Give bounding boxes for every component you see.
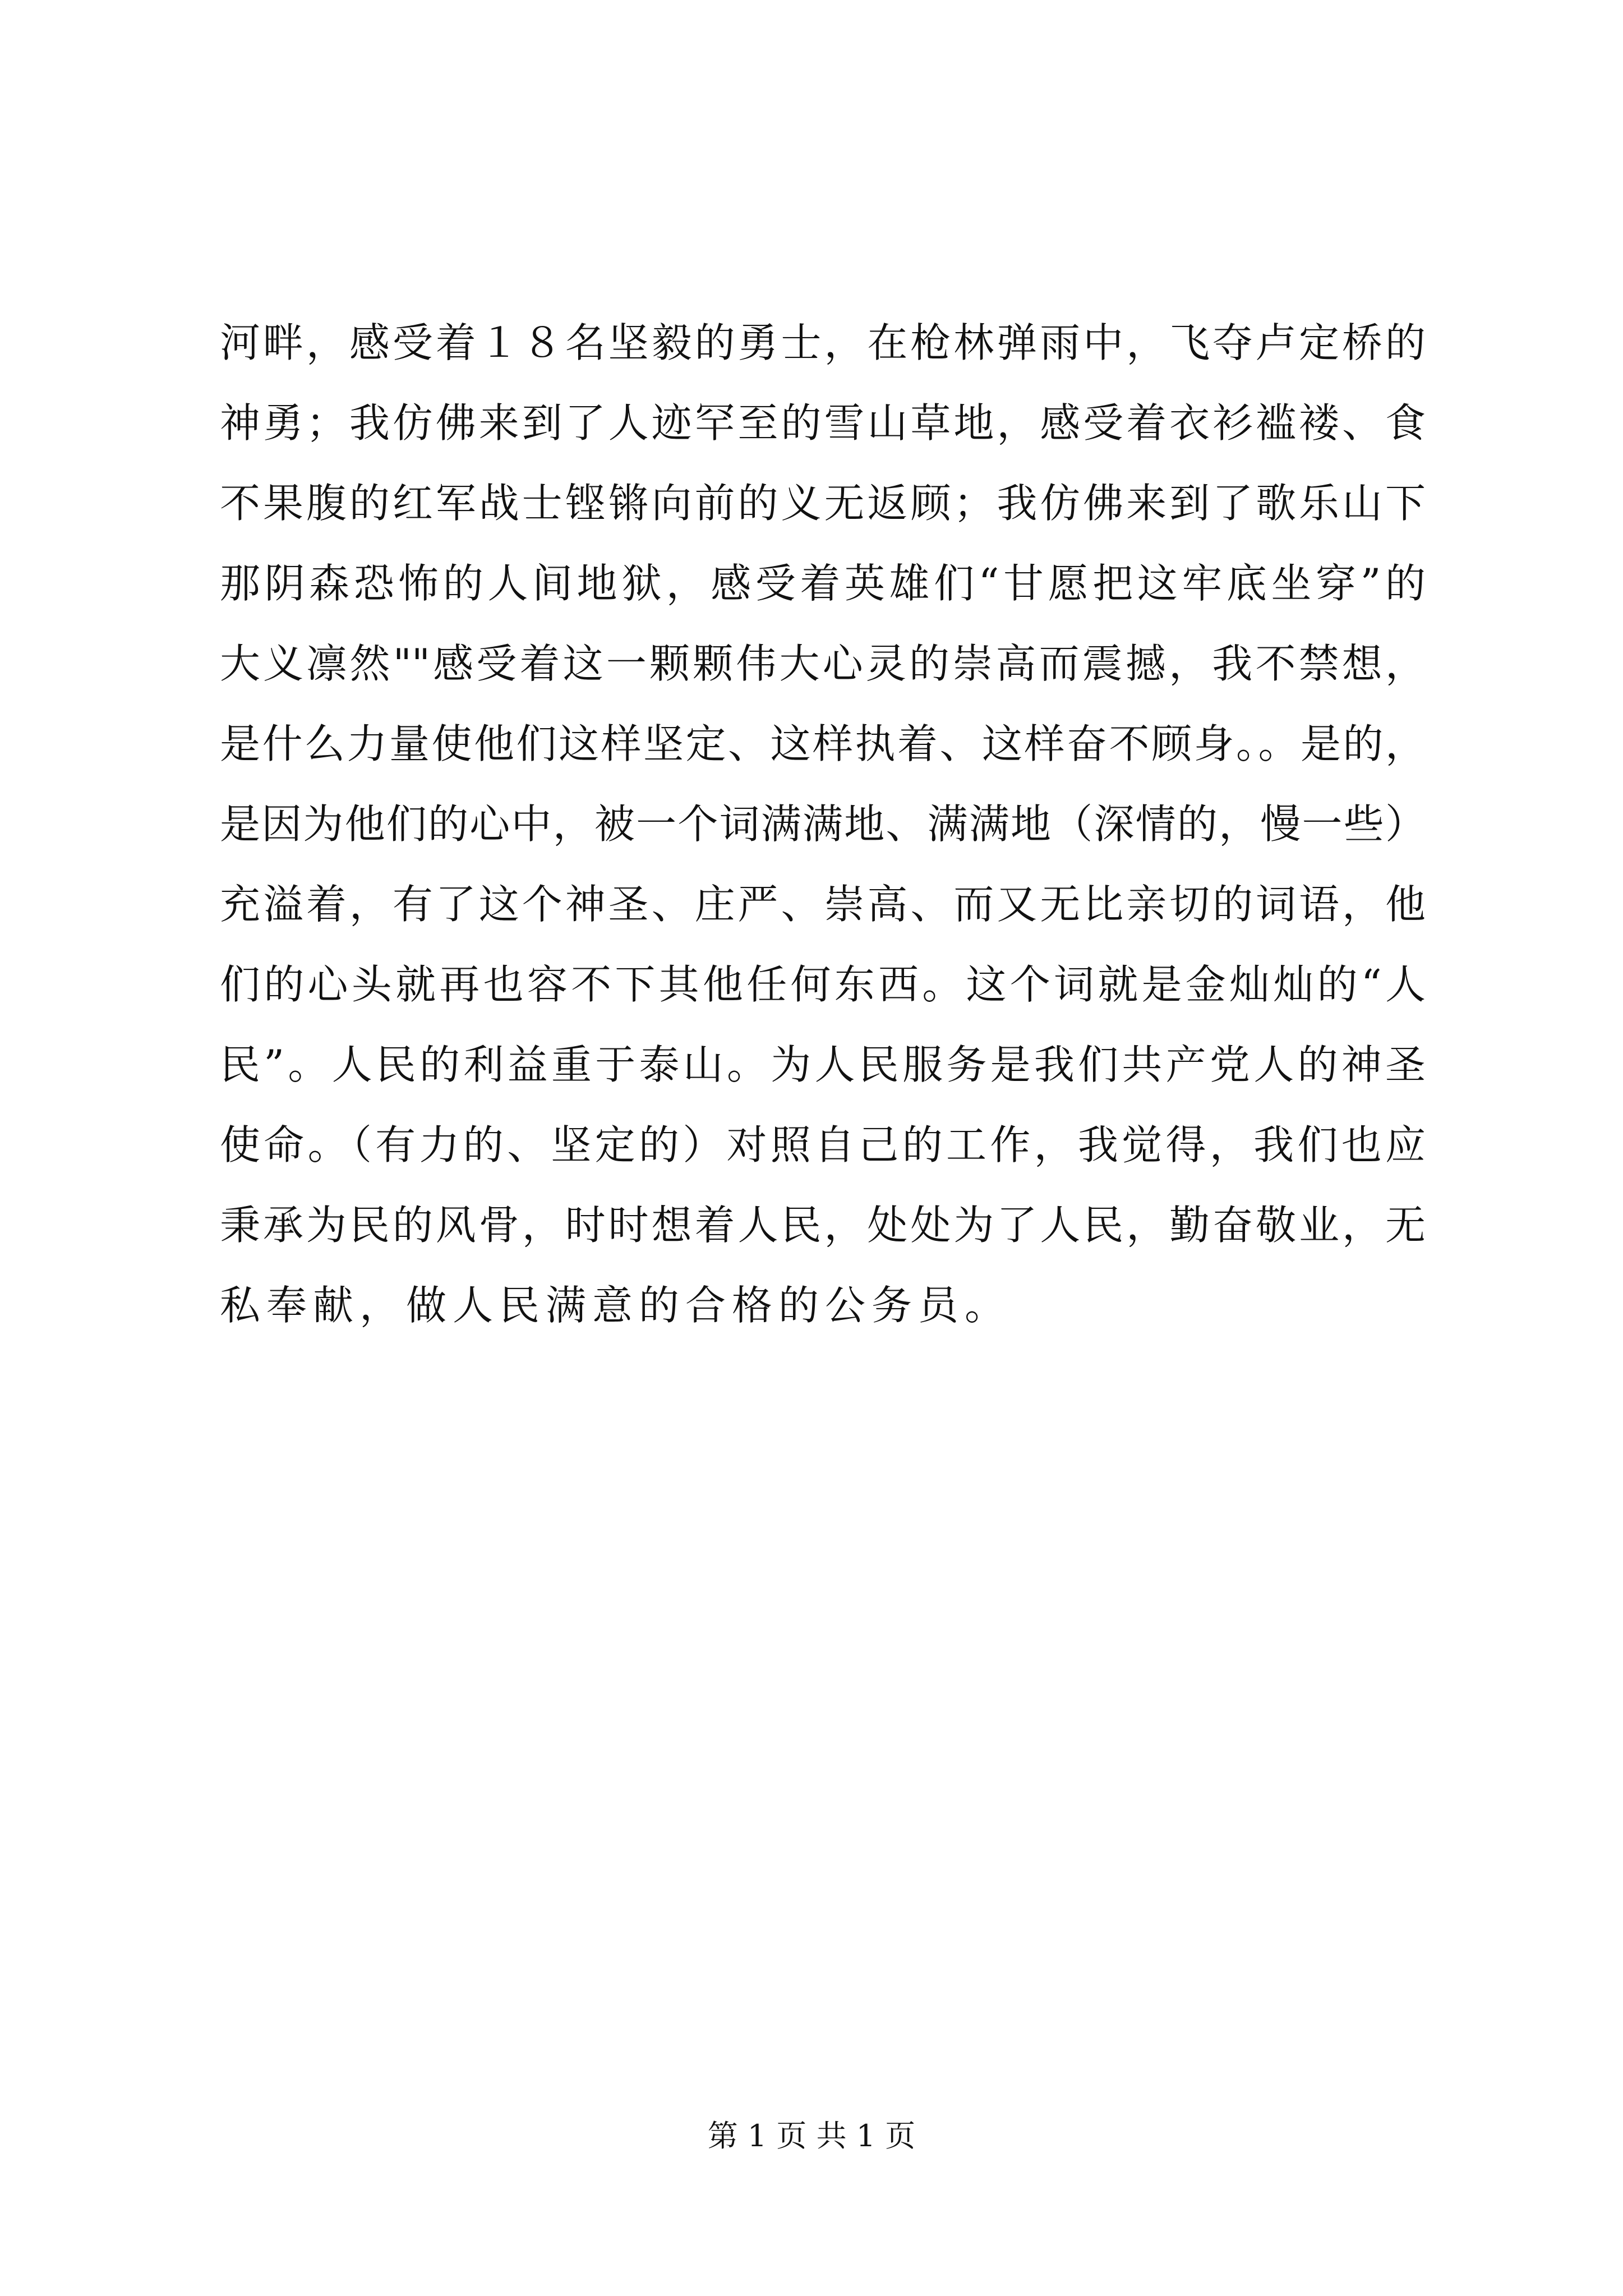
paragraph-line: 是什么力量使他们这样坚定、这样执着、这样奋不顾身。。是的， [220,720,1426,767]
paragraph-line: 河畔，感受着１８名坚毅的勇士，在枪林弹雨中，飞夺卢定桥的 [220,319,1426,366]
paragraph-line: 那阴森恐怖的人间地狱，感受着英雄们“甘愿把这牢底坐穿”的 [220,560,1426,607]
paragraph-line: 大义凛然""感受着这一颗颗伟大心灵的崇高而震撼，我不禁想， [220,640,1426,687]
paragraph-line: 民”。人民的利益重于泰山。为人民服务是我们共产党人的神圣 [220,1041,1426,1088]
paragraph-line: 们的心头就再也容不下其他任何东西。这个词就是金灿灿的“人 [220,961,1426,1008]
paragraph-line: 秉承为民的风骨，时时想着人民，处处为了人民，勤奋敬业，无 [220,1202,1426,1249]
paragraph-line: 使命。（有力的、坚定的）对照自己的工作，我觉得，我们也应 [220,1121,1426,1168]
paragraph-line: 不果腹的红军战士铿锵向前的义无返顾；我仿佛来到了歌乐山下 [220,480,1426,527]
page-number-footer: 第 1 页 共 1 页 [707,2118,916,2154]
paragraph-line: 是因为他们的心中，被一个词满满地、满满地（深情的，慢一些） [220,800,1426,848]
paragraph-line: 私奉献，做人民满意的合格的公务员。 [220,1282,1012,1329]
paragraph-line: 充溢着，有了这个神圣、庄严、崇高、而又无比亲切的词语，他 [220,881,1426,928]
paragraph-line: 神勇；我仿佛来到了人迹罕至的雪山草地，感受着衣衫褴褛、食 [220,399,1426,447]
body-paragraph [220,303,1426,1346]
